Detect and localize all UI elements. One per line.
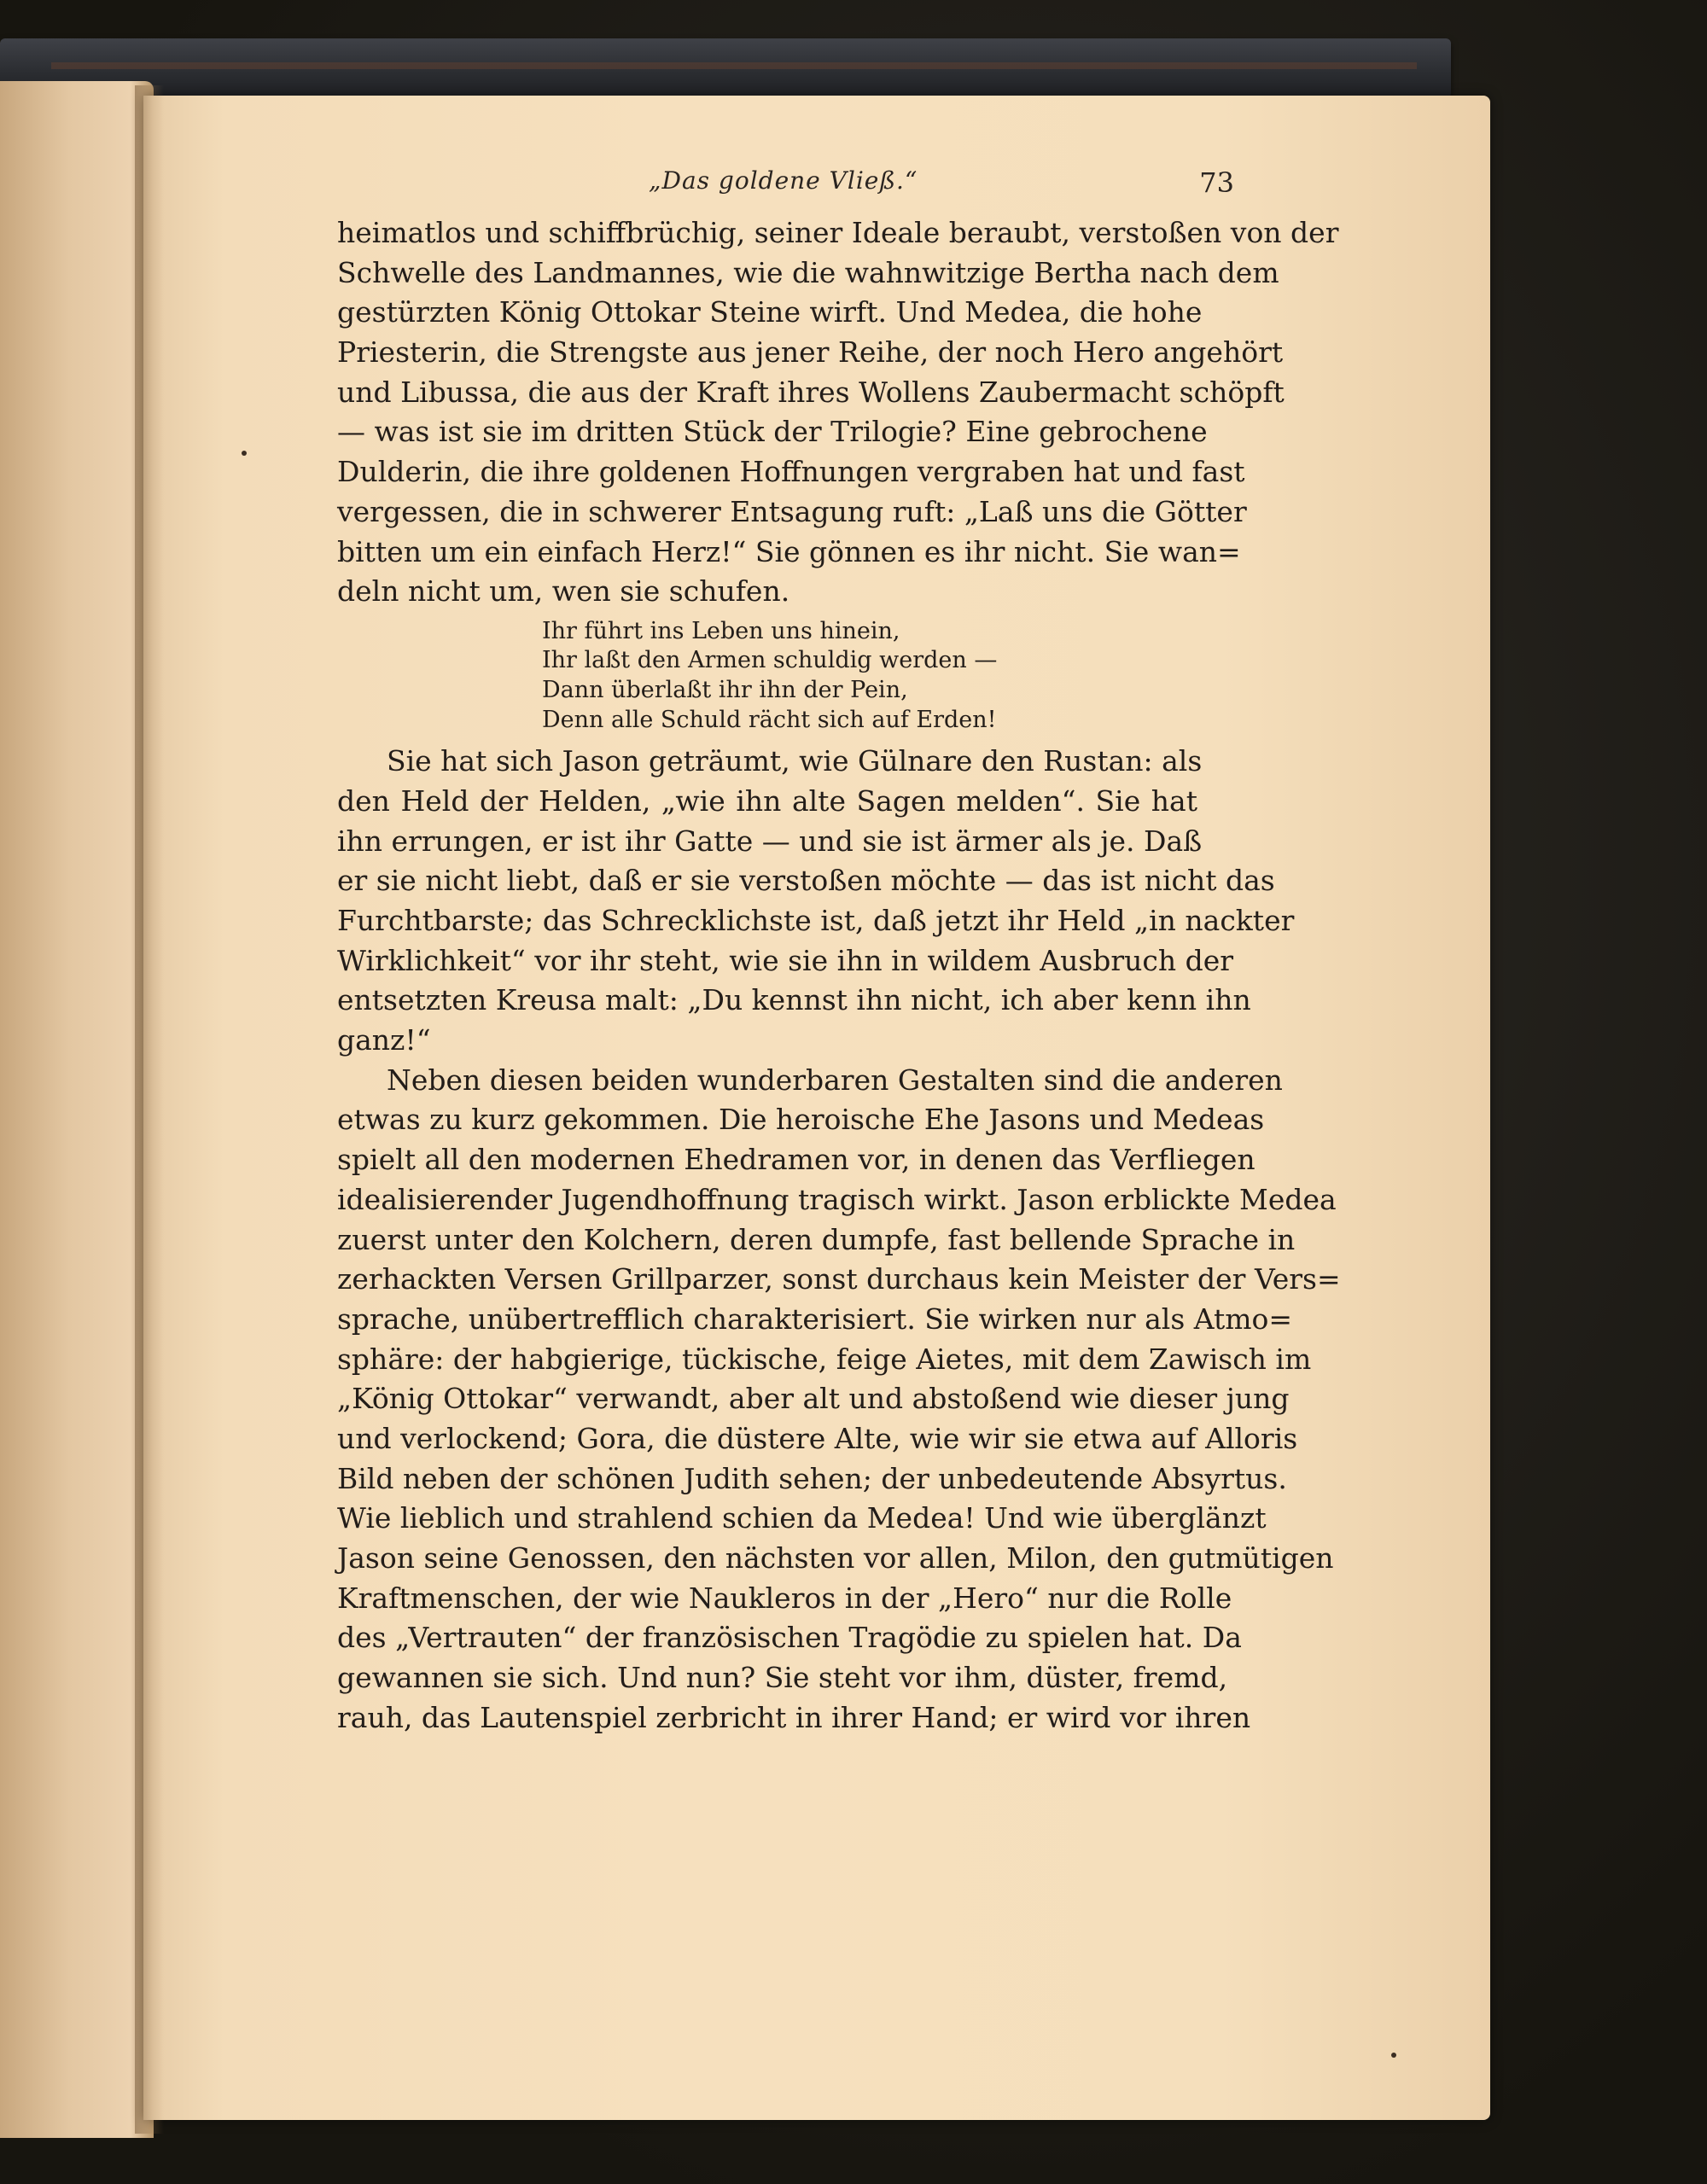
text-line: — was ist sie im dritten Stück der Trilogie? Eine gebrochene (337, 415, 1208, 449)
text-line: Wie lieblich und strahlend schien da Medea! Und wie überglänzt (337, 1501, 1267, 1535)
text-line: gewannen sie sich. Und nun? Sie steht vor ihm, düster, fremd, (337, 1661, 1228, 1695)
running-head-title: „Das goldene Vließ.“ (649, 166, 918, 195)
book-cover-edge (0, 38, 1451, 98)
text-line: idealisierender Jugendhoffnung tragisch wirkt. Jason erblickte Medea (337, 1182, 1337, 1216)
text-line: und verlockend; Gora, die düstere Alte, wie wir sie etwa auf Alloris (337, 1421, 1298, 1455)
page-number: 73 (1199, 166, 1234, 199)
running-head (504, 166, 1255, 209)
text-line: ganz!“ (337, 1023, 431, 1057)
text-line: spielt all den modernen Ehedramen vor, in denen das Verfliegen (337, 1143, 1255, 1177)
text-line: Schwelle des Landmannes, wie die wahnwitzige Bertha nach dem (337, 255, 1279, 289)
text-line: des „Vertrauten“ der französischen Tragödie zu spielen hat. Da (337, 1621, 1242, 1655)
left-page-edge (0, 81, 154, 2138)
text-line: rauh, das Lautenspiel zerbricht in ihrer Hand; er wird vor ihren (337, 1700, 1251, 1734)
text-line: deln nicht um, wen sie schufen. (337, 574, 790, 609)
body-text (337, 213, 1341, 1738)
verse-line: Ihr laßt den Armen schuldig werden — (542, 647, 998, 674)
text-line: entsetzten Kreusa malt: „Du kennst ihn nicht, ich aber kenn ihn (337, 983, 1251, 1017)
text-line: Dulderin, die ihre goldenen Hoffnungen vergraben hat und fast (337, 455, 1245, 489)
text-line: etwas zu kurz gekommen. Die heroische Ehe Jasons und Medeas (337, 1103, 1265, 1137)
verse-line: Dann überlaßt ihr ihn der Pein, (542, 677, 908, 704)
paper-speck (1391, 2053, 1396, 2058)
paper-speck (242, 451, 247, 456)
text-line: Bild neben der schönen Judith sehen; der unbedeutende Absyrtus. (337, 1461, 1287, 1495)
text-line: Neben diesen beiden wunderbaren Gestalten sind die anderen (387, 1063, 1283, 1097)
text-line: gestürzten König Ottokar Steine wirft. Und Medea, die hohe (337, 295, 1203, 329)
text-line: heimatlos und schiffbrüchig, seiner Ideale beraubt, verstoßen von der (337, 216, 1339, 249)
text-line: Kraftmenschen, der wie Naukleros in der „Hero“ nur die Rolle (337, 1581, 1232, 1615)
verse-line: Denn alle Schuld rächt sich auf Erden! (542, 706, 997, 733)
text-line: Priesterin, die Strengste aus jener Reihe, der noch Hero angehört (337, 335, 1284, 370)
paragraph-3 (337, 1061, 1341, 1738)
text-line: ihn errungen, er ist ihr Gatte — und sie ist ärmer als je. Daß (337, 824, 1203, 858)
text-line: und Libussa, die aus der Kraft ihres Wollens Zaubermacht schöpft (337, 375, 1285, 409)
paragraph-2 (337, 742, 1295, 1061)
text-line: vergessen, die in schwerer Entsagung ruft: „Laß uns die Götter (337, 494, 1247, 528)
text-line: den Held der Helden, „wie ihn alte Sagen melden“. Sie hat (337, 783, 1197, 818)
paragraph-1 (337, 213, 1339, 612)
text-line: zerhackten Versen Grillparzer, sonst durchaus kein Meister der Vers= (337, 1262, 1341, 1296)
text-line: zuerst unter den Kolchern, deren dumpfe, fast bellende Sprache in (337, 1222, 1296, 1256)
text-line: Sie hat sich Jason geträumt, wie Gülnare den Rustan: als (387, 744, 1203, 778)
text-line: „König Ottokar“ verwandt, aber alt und abstoßend wie dieser jung (337, 1382, 1290, 1416)
verse-line: Ihr führt ins Leben uns hinein, (542, 617, 900, 644)
text-line: sphäre: der habgierige, tückische, feige Aietes, mit dem Zawisch im (337, 1342, 1312, 1376)
text-line: Jason seine Genossen, den nächsten vor allen, Milon, den gutmütigen (337, 1541, 1334, 1575)
text-line: bitten um ein einfach Herz!“ Sie gönnen es ihr nicht. Sie wan= (337, 534, 1241, 568)
text-line: Wirklichkeit“ vor ihr steht, wie sie ihn in wildem Ausbruch der (337, 943, 1234, 977)
text-line: sprache, unübertrefflich charakterisiert. Sie wirken nur als Atmo= (337, 1302, 1293, 1336)
page-gutter-shadow (135, 85, 164, 2134)
text-line: Furchtbarste; das Schrecklichste ist, daß jetzt ihr Held „in nackter (337, 904, 1295, 937)
text-line: er sie nicht liebt, daß er sie verstoßen möchte — das ist nicht das (337, 864, 1275, 898)
verse-quote (337, 617, 1197, 735)
